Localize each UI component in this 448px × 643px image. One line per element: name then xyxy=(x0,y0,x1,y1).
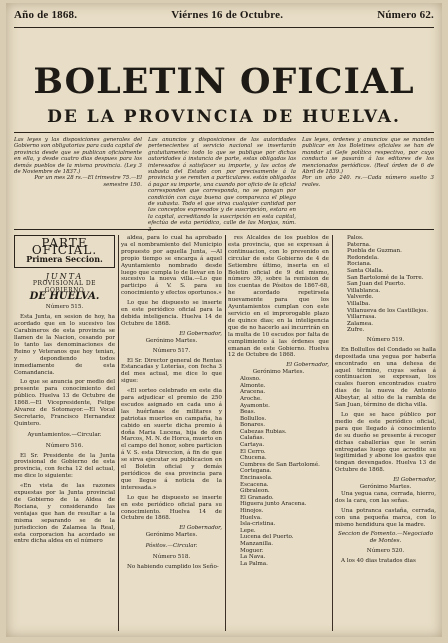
signature-name: Gerónimo Martes. xyxy=(252,369,305,376)
article-number: Número 515. xyxy=(45,304,84,311)
junta-line-2: PROVISIONAL DE GOBIERNO xyxy=(32,279,97,294)
town-list-item: San Bartolomé de la Torre. xyxy=(347,274,424,281)
notice-right-prices: Por un año 240. rs.—Cada número suelto 3 reales. xyxy=(302,175,434,188)
town-list-item: Manzanilla. xyxy=(240,540,274,547)
notice-right-text: Las leyes, órdenes y anuncios que se manden publicar en los Boletines oficiales se han de mandar al Gefe político respectivo, por cuyo conducto se pasarán á las editores de los mencionados periódicos. (Real órden de 6 de Abril de 1839.) xyxy=(302,137,434,176)
town-list-item: La Nava. xyxy=(240,554,266,561)
town-list-item: Bollullos. xyxy=(240,415,267,422)
town-list xyxy=(228,376,329,567)
article-number: Número 518. xyxy=(152,554,191,561)
town-list-item: Lepe. xyxy=(240,527,256,534)
article-number: Número 516. xyxy=(45,442,84,449)
article-number: Número 520. xyxy=(366,548,405,555)
signature-name: Gerónimo Martes. xyxy=(145,532,198,539)
town-list-item: Chucena. xyxy=(240,455,267,462)
town-list-item: Lucena del Puerto. xyxy=(240,534,294,541)
section-title: Seccion de Fomento.—Negociado de Montes. xyxy=(337,531,434,545)
junta-line-3: DE HUELVA. xyxy=(29,291,100,303)
town-list-item: Alosno. xyxy=(240,376,261,383)
town-list-item: Ayamonte. xyxy=(240,402,270,409)
town-list-item: Paterna. xyxy=(347,241,371,248)
paragraph: No habiendo cumplido los Seño- xyxy=(127,563,219,570)
paragraph: Lo que se anuncia por medio del presente para conocimiento del público. Huelva 13 de Octubre de 1868.—El Vicepresidente, Felipe Alvarez de Sotomayor.—El Vocal Secretario, Francisco Hernandez Quintero. xyxy=(14,379,115,427)
town-list-item: Villalba. xyxy=(347,300,371,307)
town-list-item: Villanueva de los Castillejos. xyxy=(347,307,429,314)
town-list-item: Redondela. xyxy=(347,254,379,261)
section-title: Ayuntamientos.—Circular. xyxy=(27,431,102,438)
paragraph: Una potranca castaña, cerrada, con una pequeña marca, con lo mismo hendidura que la madre. xyxy=(335,507,436,528)
town-list-item: La Palma. xyxy=(240,560,268,567)
town-list-item: El Cerro. xyxy=(240,448,266,455)
paragraph: El Sr. Presidente de la Junta provisional de Gobierno de esta provincia, con fecha 12 del actual, me dice lo siguiente: xyxy=(14,452,115,480)
paragraph: «En vista de las razones expuestas por la Junta provincial de Gobierno de la Aldea de Rociana, y considerando las ventajas que han de resultar a la misma separando se de la jurisdiccion de Zalamea la Real, esta corporacion ha acordado se entre dicha aldea en el número xyxy=(14,483,115,545)
paragraph: Esta Junta, en sesion de hoy, ha acordado que en lo sucesivo los Carabineros de esta provincia se llamen de la Nacion, cesando por lo tanto las denominaciones de Reino y Veteranos que hoy tenian, y depondiendo todos inmediamente de esta Comandancia. xyxy=(14,314,115,376)
town-list-item: Valverde. xyxy=(347,294,374,301)
masthead-line xyxy=(14,9,434,21)
signature-title: El Gobernador, xyxy=(179,330,222,337)
column-1 xyxy=(14,235,115,631)
town-list-item: Cortegana. xyxy=(240,468,272,475)
town-list-item: Rociana. xyxy=(347,261,372,268)
town-list-item: Encinasola. xyxy=(240,475,273,482)
signature-title: El Gobernador, xyxy=(179,525,222,532)
paragraph: Lo que he dispuesto se inserte en este periódico oficial para la debida inteligencia. Huelva 14 de Octubre de 1868. xyxy=(121,300,222,327)
town-list-item: Bonares. xyxy=(240,422,266,429)
paragraph: A los 40 dias tratados dias xyxy=(341,558,416,565)
notice-left-text: Las leyes y las disposiciones generales del Gobierno son obligatorias para cada capital de provincia desde que se publican oficialmente en ella, y desde cuatro dias despues para los demás pueblos de la misma provincia. (Ley 3 de Noviembre de 1837.) xyxy=(14,137,142,176)
town-list-item: Almonte. xyxy=(240,382,266,389)
notice-right xyxy=(302,137,434,188)
column-2 xyxy=(121,235,222,631)
town-list-item: Palos. xyxy=(347,235,364,241)
paragraph: aldea, para lo cual ha aprobado ya el nombramiento del Municipio propuesto por aquella Junta, —Al propio tiempo se encarga á aquel Ayuntamiento nombrado desde luego que cumpla lo de llevar en lo sucesivo la nueva villa.—Lo que participo á V. S. para su conocimiento y efectos oportunos.» xyxy=(121,235,222,297)
town-list-item: El Granado. xyxy=(240,494,274,501)
town-list-item: Cartaya. xyxy=(240,442,265,449)
column-3 xyxy=(228,235,329,631)
town-list xyxy=(335,235,436,334)
masthead-number: Número 62. xyxy=(377,9,434,21)
notice-center: Las anuncios y disposiciones de las autoridades pertenecientes al servicio nacional se insertarán gratuitamente: todo lo que se publique por dichas autoridades á instancia de parte, estas obligadas las interesados á satisfacer su importe, y las actos de subasta del Estado con por precisamente á la provincia y se remiten a particulares. están obligados á pagar su importe, una cuando por oficio de la oficial corresponden que corresponda, no se pongan por condición con cuya buena que comparezca el pliego de subasta. Todo el que sirva cualquier cantidad por las conceptos expresados y de suscripción, estara en la capital, acreditando la suscripción en esta capital, efectúa de esta periódico, calle de las Monjas, núm. 3. xyxy=(148,137,296,233)
town-list-item: Aroche. xyxy=(240,395,262,402)
town-list-item: Villarrasa. xyxy=(347,314,377,321)
town-list-item: Higuera junto Aracena. xyxy=(240,501,307,508)
signature-name: Gerónimo Martes. xyxy=(145,337,198,344)
town-list-item: Cumbres de San Bartolomé. xyxy=(240,461,320,468)
article-number: Número 519. xyxy=(366,336,405,343)
town-list-item: Cabezas Rubias. xyxy=(240,428,287,435)
town-list-item: Villablanca. xyxy=(347,287,381,294)
paragraph: El Sr. Director general de Rentas Estancadas y Loterías, con fecha 3 del mes actual, me dice lo que sigue: xyxy=(121,357,222,385)
town-list-item: San Juan del Puerto. xyxy=(347,281,406,288)
column-separator xyxy=(225,235,226,631)
subtitle-rule xyxy=(14,132,434,133)
town-list-item: Moguer. xyxy=(240,547,264,554)
notice-left xyxy=(14,137,142,188)
notice-left-prices: Por un mes 28 rs.—El trimestre 75.—El semestre 150. xyxy=(34,175,142,188)
column-separator xyxy=(118,235,119,631)
town-list-item: Escacena. xyxy=(240,481,269,488)
column-4 xyxy=(335,235,436,631)
article-number: Número 517. xyxy=(152,347,191,354)
town-list-item: Puebla de Guzman. xyxy=(347,248,402,255)
notices-rule xyxy=(14,229,434,230)
masthead-date: Viérnes 16 de Octubre. xyxy=(171,9,284,21)
town-list-item: Zalamea. xyxy=(347,320,374,327)
column-separator xyxy=(332,235,333,631)
town-list-item: Aracena. xyxy=(240,389,266,396)
junta-line-1: JUNTA xyxy=(45,271,84,281)
parte-oficial-box xyxy=(14,235,115,268)
paragraph: Lo que se hace público por medio de este periódico oficial, para que llegado á conocimiento de su dueño se presente á recoger dichas caballerías que le serán entregadas luego que acredite su legitimidad y abone los gastos que tengan devengados. Huelva 13 de Octubre de 1868. xyxy=(335,411,436,474)
newspaper-subtitle: DE LA PROVINCIA DE HUELVA. xyxy=(47,107,401,127)
newspaper-title: BOLETIN OFICIAL xyxy=(33,61,415,102)
section-title: Pósitos.—Circular. xyxy=(145,543,198,550)
paragraph: Una yegua cana, cerrada, hierro, dos la cara, con las señas. xyxy=(335,490,436,504)
town-list-item: Zufre. xyxy=(347,327,365,334)
paragraph: Lo que he dispuesto se inserte en este periódico oficial para su conocimiento. Huelva 14 de Octubre de 1868. xyxy=(121,494,222,522)
paragraph: res Alcaldes de los pueblos de esta provincia, que se expresan á continuacion, con lo prevenido en circular de este Gobierno de 4 de Setiembre último, inserta en el Boletin oficial de 9 del mismo, número 39, sobre la remision de los cuentas de Pósitos de 1867-68, he acordado repetirsela nuevamente para que los Ayuntamientos cumplan con este servicio en el improrogable plazo de quince dias; en la inteligencia que de no hacerlo así incurrirán en la multa de 10 escudos por falta de cumplimiento á las órdenes que emanan de este Gobierno. Huelva 12 de Octubre de 1868. xyxy=(228,235,329,359)
top-rule xyxy=(14,27,434,28)
newspaper-page xyxy=(6,3,442,637)
town-list-item: Beas. xyxy=(240,409,256,416)
town-list-item: Santa Olalla. xyxy=(347,267,384,274)
section-heading: Primera Seccion. xyxy=(26,253,103,264)
town-list-item: Hinojos. xyxy=(240,508,264,514)
signature-title: El Gobernador, xyxy=(286,362,329,369)
town-list-item: Isla-cristina. xyxy=(240,521,276,528)
masthead-year: Año de 1868. xyxy=(14,9,78,21)
parte-oficial-heading: PARTE OFICIAL. xyxy=(31,236,98,257)
paragraph: «El sorteo celebrado en este dia para adjudicar el premio de 250 escudos asignado en cada uno á las huérfanas de militares y patriotas muertos en campaña, ha cabido en suerte dicha premio á doña Maria Lucena, hija de don Marcos, M. N. de Horca, muerto en el campo del honor, sobre particion á V. S. esta Direccion, á fin de que se sirva ejecutar su publicacion en el Boletin oficial y demás periódicos de esa provincia para que llegue á noticia de la interesada.» xyxy=(121,388,222,491)
junta-heading xyxy=(14,271,115,303)
paragraph: En Bollullos del Condado se halla depositada una yegua por haberla encontrado en una dehesa de aquel término, cuyas señas á continuacion se expresan, los cuales fueron encontrados cuatro dias de la nueva de Antonio Albeytar, al sitio de la rambla de San Juan, término de dicha villa. xyxy=(335,346,436,409)
town-list-item: Huelva. xyxy=(240,514,262,521)
town-list-item: Gibraleon. xyxy=(240,488,270,495)
town-list-item: Calañas. xyxy=(240,435,265,442)
signature-title: El Gobernador, xyxy=(393,477,436,484)
signature-name: Gerónimo Martes. xyxy=(359,484,412,491)
